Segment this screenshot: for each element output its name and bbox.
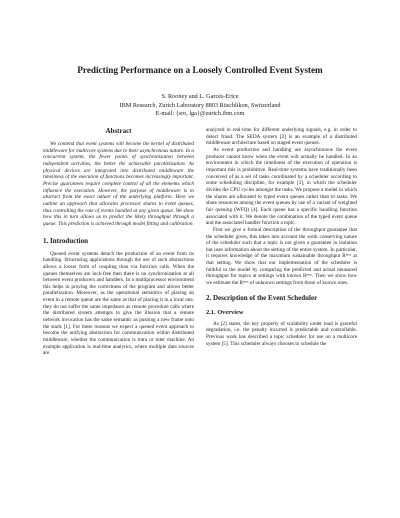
left-column [43,127,194,357]
subsection-heading-2-1 [206,309,357,317]
section-heading-2 [206,294,357,303]
subsection-title: Overview [217,308,244,316]
right-column [206,127,357,347]
right-paragraph-1: analyzed in real-time for different underlying signals, e.g. in order to detect fraud. The SEDA system [2] is an example of a distributed middleware architecture based on staged event queues. [206,127,357,147]
paper-title: Predicting Performance on a Loosely Controlled Event System [77,65,323,75]
section-title: Introduction [50,236,88,245]
section-number: 1. [43,236,49,245]
abstract-heading: Abstract [105,127,132,135]
paper-email: E-mail: {sro, lga}@zurich.ibm.com [155,110,245,117]
section-number: 2. [206,293,212,302]
subsection-number: 2.1. [206,308,216,316]
section-heading-introduction [43,237,194,246]
right-paragraph-2: As event production and handling are asynchronous the event producer cannot know when the event will actually be handled. In an environment in which the timeliness of the execution of operation is important this is prohibitive. Real-time systems have traditionally been conceived of as a set of tasks coordinated by a scheduler according to some scheduling discipline, for example [3], in which the scheduler divides the CPU cycles amongst the tasks. We propose a model in which the shares are allocated to typed event queues rather than to tasks. We share resources among the event queues by use of a variant of weighted fair queuing (WFQ) [4]. Each queue has a specific handling function associated with it. We denote the combination of the typed event queue and the associated handler function a topic. [206,146,357,227]
paper-authors: S. Rooney and L. Garcés-Erice [161,93,239,100]
introduction-paragraph: Queued event systems detach the production of an event from its handling. Structuring applications through the use of such abstractions allows a looser form of coupling than via function calls. When the queues themselves are lock-free then there is no synchronization at all between event producers and handlers. In a multiprocessor environment this helps in proving the correctness of the program and allows better parallelization. Moreover, as the operational semantics of placing an event in a remote queue are the same as that of placing it in a local one, they do not suffer the same impedance as remote procedure calls where the distributed system attempts to give the illusion that a remote network invocation has the same semantic as pushing a new frame onto the stack [1]. For these reasons we expect a queued event approach to become the unifying abstraction for communication within distributed middleware, whether the communication is intra or inter machine. An example application is real-time analytics, where multiple data sources are [43,250,194,357]
right-paragraph-3: First we give a formal description of the throughput guarantee that the scheduler gives, this takes into account the work conserving nature of the scheduler such that a topic is not given a guarantee in isolation but uses information about the setting of the entire system. In particular, it requires knowledge of the maximum sustainable throughput Rᵐᵃˣ at that setting. We show that our implementation of the scheduler is faithful to the model by comparing the predicted and actual measured throughput for topics at settings with known Rᵐᵃˣ. Then we show how we estimate the Rᵐᵃˣ of unknown settings from those of known ones. [206,226,357,287]
section-title: Description of the Event Scheduler [213,293,318,302]
paper-affiliation: IBM Research, Zurich Laboratory 8803 Rüschlikon, Switzerland [119,102,281,109]
overview-paragraph: As [2] states, the key property of scalability under load is graceful degradation, i.e. the penalty incurred is predictable and controllable. Previous work has described a topic scheduler for use on a multicore system [5]. This scheduler always chooses to schedule the [206,320,357,347]
abstract-text: We contend that event systems will become the kernel of distributed middleware for multicore systems due to their asynchronous nature. In a concurrent system, the fewer points of synchronization between independent activities, the better the achievable parallelization. As physical devices are integrated into distributed middleware the timeliness of the execution of functions becomes increasingly important. Precise guarantees require complete control of all the elements which influence the execution. However, the purpose of middleware is to abstract from the exact nature of the underlying platform. Here we outline an approach that allocates processor shares to event queues, thus controlling the rate of events handled at any given queue. We show how this in turn allows us to predict the likely throughput through a queue. This prediction is achieved through model fitting and calibration. [43,141,194,227]
